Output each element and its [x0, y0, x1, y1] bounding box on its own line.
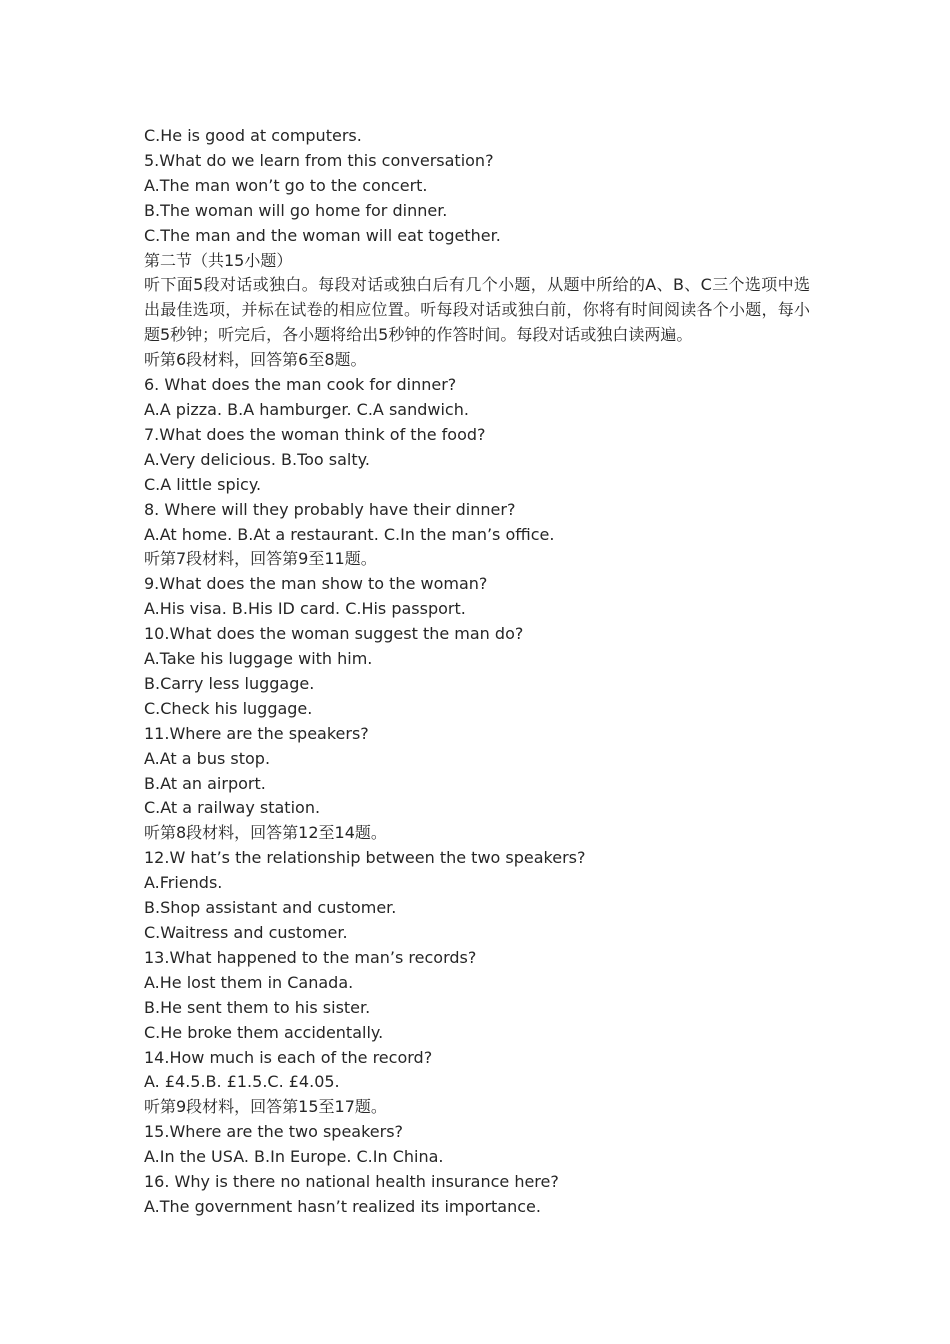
option-line: A.At home. B.At a restaurant. C.In the man’s office. — [144, 524, 555, 544]
question-line: 15.Where are the two speakers? — [144, 1122, 404, 1142]
option-line: A.He lost them in Canada. — [144, 972, 354, 992]
question-line: 12.W hat’s the relationship between the two speakers? — [144, 848, 586, 868]
option-line: B.Carry less luggage. — [144, 673, 315, 693]
option-line: B.The woman will go home for dinner. — [144, 200, 448, 220]
option-line: A.Take his luggage with him. — [144, 649, 373, 669]
option-line: A.In the USA. B.In Europe. C.In China. — [144, 1147, 444, 1167]
option-line: A.At a bus stop. — [144, 748, 271, 768]
question-line: 7.What does the woman think of the food? — [144, 424, 486, 444]
section-instructions: 听下面5段对话或独白。每段对话或独白后有几个小题，从题中所给的A、B、C三个选项中选出最佳选项，并标在试卷的相应位置。听每段对话或独白前，你将有时间阅读各个小题，每小题5秒钟；听完后，各小题将给出5秒钟的作答时间。每段对话或独白读两遍。 — [144, 275, 810, 345]
material-heading: 听第8段材料，回答第12至14题。 — [144, 823, 387, 843]
question-line: 13.What happened to the man’s records? — [144, 947, 477, 967]
option-line: A. £4.5.B. £1.5.C. £4.05. — [144, 1072, 340, 1092]
question-line: 16. Why is there no national health insurance here? — [144, 1172, 559, 1192]
question-line: 9.What does the man show to the woman? — [144, 574, 488, 594]
question-line: 14.How much is each of the record? — [144, 1047, 433, 1067]
option-line: A.His visa. B.His ID card. C.His passport. — [144, 599, 466, 619]
question-line: 8. Where will they probably have their dinner? — [144, 499, 516, 519]
material-heading: 听第6段材料，回答第6至8题。 — [144, 350, 367, 370]
option-line: B.At an airport. — [144, 773, 266, 793]
option-line: C.Waitress and customer. — [144, 923, 348, 942]
material-heading: 听第9段材料，回答第15至17题。 — [144, 1097, 387, 1117]
option-line: A.Very delicious. B.Too salty. — [144, 449, 370, 469]
option-line: B.He sent them to his sister. — [144, 997, 371, 1017]
option-line: C.A little spicy. — [144, 474, 262, 494]
question-line: 11.Where are the speakers? — [144, 723, 369, 743]
option-line: A.A pizza. B.A hamburger. C.A sandwich. — [144, 399, 469, 419]
question-line: 5.What do we learn from this conversation? — [144, 150, 494, 170]
option-line: A.Friends. — [144, 873, 223, 893]
option-line: A.The man won’t go to the concert. — [144, 175, 428, 195]
option-line: B.Shop assistant and customer. — [144, 898, 397, 918]
question-line: 10.What does the woman suggest the man do? — [144, 624, 524, 644]
option-line: C.At a railway station. — [144, 798, 321, 818]
document-body — [144, 124, 810, 1220]
option-line: C.The man and the woman will eat together. — [144, 225, 501, 245]
option-line: A.The government hasn’t realized its importance. — [144, 1196, 541, 1216]
option-line: C.Check his luggage. — [144, 698, 313, 718]
option-line: C.He broke them accidentally. — [144, 1022, 384, 1042]
question-line: 6. What does the man cook for dinner? — [144, 375, 457, 395]
option-line: C.He is good at computers. — [144, 126, 362, 145]
material-heading: 听第7段材料，回答第9至11题。 — [144, 549, 377, 569]
section-heading: 第二节（共15小题） — [144, 250, 293, 270]
